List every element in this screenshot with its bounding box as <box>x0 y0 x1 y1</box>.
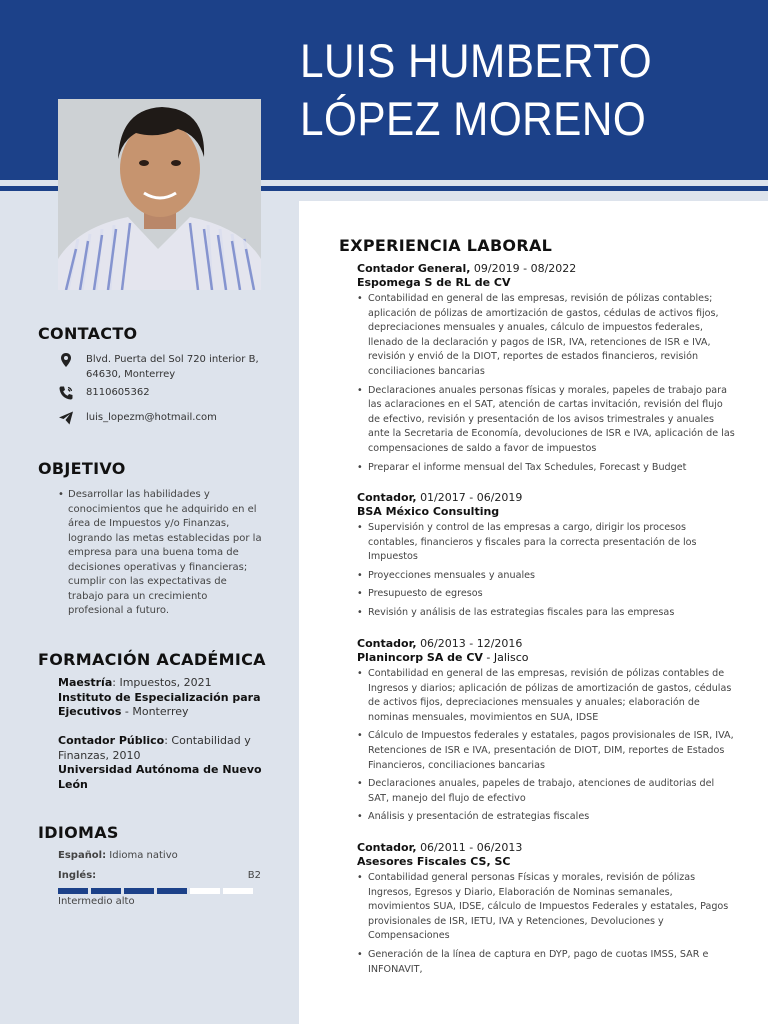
language-code: B2 <box>247 870 261 881</box>
formacion-title: FORMACIÓN ACADÉMICA <box>38 650 266 669</box>
level-segment <box>157 888 187 894</box>
job-bullet: • Generación de la línea de captura en DYP, pago de cuotas IMSS, SAR e INFONAVIT, <box>357 948 737 977</box>
job-dates: 01/2017 - 06/2019 <box>420 491 523 504</box>
job-company: BSA México Consulting <box>357 505 500 518</box>
level-segment <box>91 888 121 894</box>
job-bullet: • Proyecciones mensuales y anuales <box>357 569 737 584</box>
name-line-1: LUIS HUMBERTO <box>300 34 653 87</box>
email-address[interactable]: luis_lopezm@hotmail.com <box>86 412 217 423</box>
contact-address <box>58 352 259 382</box>
experiencia-title: EXPERIENCIA LABORAL <box>339 236 553 255</box>
job-entry-4 <box>357 841 737 981</box>
job-company: Espomega S de RL de CV <box>357 276 511 289</box>
job-role: Contador, <box>357 491 417 504</box>
edu-field: : Impuestos, 2021 <box>112 676 212 689</box>
edu-degree: Contador Público <box>58 734 165 747</box>
level-segment <box>124 888 154 894</box>
profile-photo <box>58 99 261 290</box>
job-company: Asesores Fiscales CS, SC <box>357 855 511 868</box>
job-role: Contador, <box>357 637 417 650</box>
job-role: Contador General, <box>357 262 471 275</box>
job-dates: 06/2013 - 12/2016 <box>420 637 523 650</box>
contact-phone <box>58 385 150 401</box>
contact-email <box>58 410 217 426</box>
job-bullet: • Revisión y análisis de las estrategias fiscales para las empresas <box>357 606 737 621</box>
education-item-2 <box>58 734 268 792</box>
job-bullet: • Declaraciones anuales, papeles de trabajo, atenciones de auditorias del SAT, manejo del flujo de efectivo <box>357 777 737 806</box>
job-bullet: • Contabilidad en general de las empresas, revisión de pólizas contables de Ingresos y diarios; aplicación de pólizas de amortización de gastos, cédulas de activos fijos, depreciaciones mensuales y anuales; elaboración de nominas mensuales, movimientos en SUA, IDSE <box>357 667 737 725</box>
job-bullet: • Contabilidad en general de las empresas, revisión de pólizas contables; aplicación de pólizas de amortización de gastos, cédulas de activos fijos, depreciaciones mensuales y anuales, cálculo de impuestos federales, llenado de la declaración y pagos de ISR, IVA, retenciones de ISR e IVA, revisión y envió de la DIOT, reportes de estados financieros, revisión conciliaciones bancarias <box>357 292 737 380</box>
objetivo-text: • Desarrollar las habilidades y conocimientos que he adquirido en el área de Impuestos y/o Finanzas, logrando las metas establecidas por la empresa para una buena toma de decisiones operativas y financieras; cumplir con las expectativas de trabajo para un crecimiento profesional a futuro. <box>58 488 263 619</box>
job-dates: 06/2011 - 06/2013 <box>420 841 523 854</box>
phone-icon <box>58 385 74 401</box>
job-bullet: • Análisis y presentación de estrategias fiscales <box>357 810 737 825</box>
job-bullet: • Cálculo de Impuestos federales y estatales, pagos provisionales de ISR, IVA, Retenciones de ISR e IVA, presentación de DIOT, DIM, reportes de Estados Financieros, conciliaciones bancarias <box>357 729 737 773</box>
language-name: Español: <box>58 850 107 861</box>
contacto-title: CONTACTO <box>38 324 138 343</box>
job-bullet: • Preparar el informe mensual del Tax Schedules, Forecast y Budget <box>357 461 737 476</box>
address-line-2: 64630, Monterrey <box>86 369 176 380</box>
job-bullet: • Supervisión y control de las empresas a cargo, dirigir los procesos contables, financieros y fiscales para la correcta presentación de los Impuestos <box>357 521 737 565</box>
job-role: Contador, <box>357 841 417 854</box>
language-level-bar <box>58 888 253 894</box>
job-company-location: - Jalisco <box>482 651 529 664</box>
language-english <box>58 870 261 881</box>
candidate-name <box>300 32 652 148</box>
edu-degree: Maestría <box>58 676 113 689</box>
level-segment <box>223 888 253 894</box>
send-icon <box>58 410 74 426</box>
portrait-illustration <box>58 99 261 290</box>
objetivo-title: OBJETIVO <box>38 459 126 478</box>
level-segment <box>58 888 88 894</box>
job-company: Planincorp SA de CV <box>357 651 483 664</box>
address-line-1: Blvd. Puerta del Sol 720 interior B, <box>86 354 259 365</box>
job-entry-3 <box>357 637 737 829</box>
job-entry-2 <box>357 491 737 625</box>
language-spanish <box>58 850 178 861</box>
language-english-level: Intermedio alto <box>58 896 135 907</box>
language-level: Idioma nativo <box>109 850 178 861</box>
phone-number: 8110605362 <box>86 387 150 398</box>
idiomas-title: IDIOMAS <box>38 823 119 842</box>
location-pin-icon <box>58 352 74 368</box>
edu-institution: Universidad Autónoma de Nuevo León <box>58 763 262 791</box>
job-bullet: • Contabilidad general personas Físicas y morales, revisión de pólizas Ingresos, Egresos y Diario, Elaboración de Nominas semanales, movimientos SUA, IDSE, cálculo de Impuestos Federales y estatales, Pagos provisionales de ISR, IETU, IVA y Retenciones, Devoluciones y Compensaciones <box>357 871 737 944</box>
level-segment <box>190 888 220 894</box>
language-name: Inglés: <box>58 870 97 881</box>
education-item-1 <box>58 676 268 720</box>
job-dates: 09/2019 - 08/2022 <box>473 262 577 275</box>
job-bullet: • Declaraciones anuales personas físicas y morales, papeles de trabajo para las aclaraciones en el SAT, atención de cartas invitación, revisión del flujo de efectivo, revisión y presentación de los avisos trimestrales y anuales ante la Secretaria de Economía, devoluciones de ISR e IVA, aplicación de las compensaciones de saldo a favor de impuestos <box>357 384 737 457</box>
objetivo-section <box>58 488 263 619</box>
job-entry-1 <box>357 262 737 479</box>
edu-institution: Instituto de Especialización para Ejecutivos <box>58 690 261 718</box>
edu-field: : Contabilidad y Finanzas, 2010 <box>58 734 251 762</box>
name-line-2: LÓPEZ MORENO <box>300 92 647 145</box>
edu-location: - Monterrey <box>121 705 189 718</box>
job-bullet: • Presupuesto de egresos <box>357 587 737 602</box>
